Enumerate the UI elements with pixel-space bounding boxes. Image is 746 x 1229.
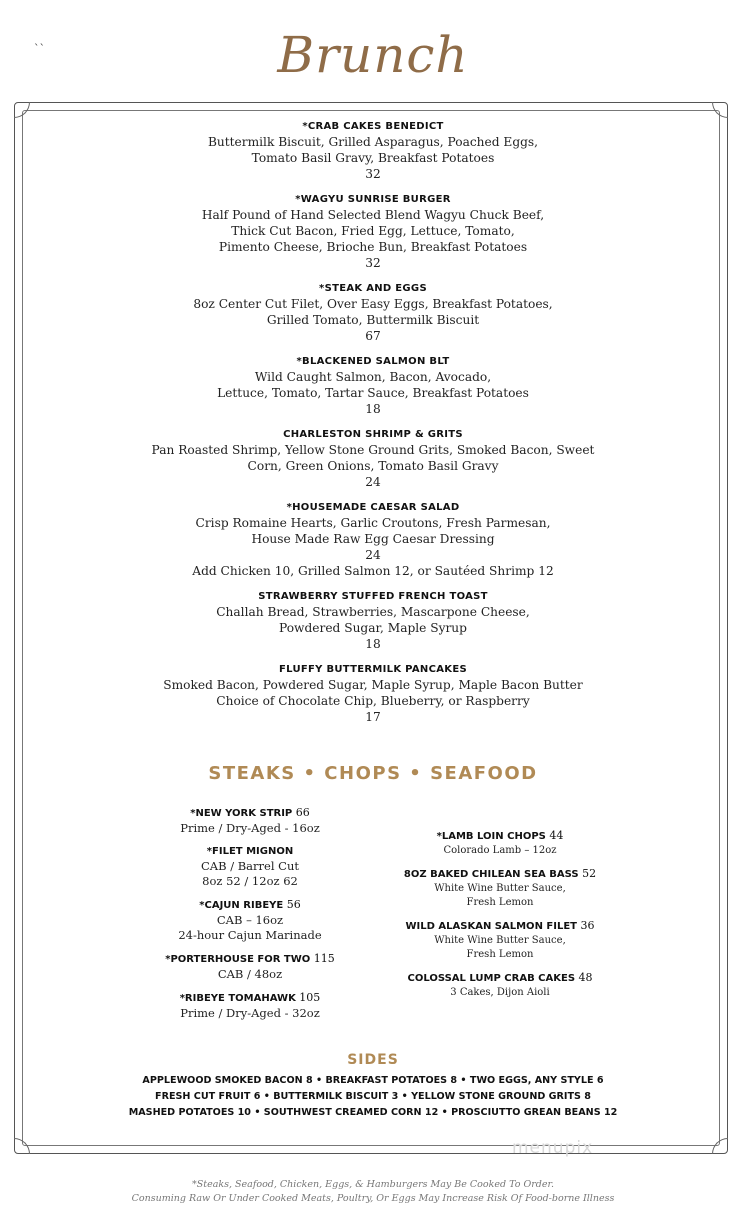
steak-description: 24-hour Cajun Marinade <box>178 928 322 942</box>
item-name: CHARLESTON SHRIMP & GRITS <box>283 429 463 440</box>
menu-item-housemade-caesar-salad <box>30 501 716 579</box>
item-name: *LAMB LOIN CHOPS <box>436 831 546 842</box>
steak-description: CAB / 48oz <box>217 967 283 981</box>
steak-name: *PORTERHOUSE FOR TWO <box>165 954 311 965</box>
steak-item-cajun-ribeye <box>140 897 360 943</box>
disclaimer-line: Consuming Raw Or Under Cooked Meats, Poultry, Or Eggs May Increase Risk Of Food-borne Illness <box>131 1193 615 1204</box>
item-price: 52 <box>582 867 597 880</box>
seafood-item-chilean-sea-bass <box>385 866 615 910</box>
steak-name: *NEW YORK STRIP <box>190 808 293 819</box>
steak-price: 105 <box>299 991 321 1004</box>
item-description: Colorado Lamb – 12oz <box>443 845 557 856</box>
item-description: Crisp Romaine Hearts, Garlic Croutons, Fresh Parmesan, <box>195 516 551 530</box>
steak-item-ribeye-tomahawk <box>140 990 360 1021</box>
menu-item-steak-and-eggs <box>30 282 716 344</box>
item-price: 32 <box>365 256 381 270</box>
menu-item-strawberry-french-toast <box>30 590 716 652</box>
steak-name: *CAJUN RIBEYE <box>199 900 284 911</box>
menu-item-charleston-shrimp-grits <box>30 428 716 490</box>
item-price: 24 <box>365 475 381 489</box>
item-name: 8OZ BAKED CHILEAN SEA BASS <box>403 869 579 880</box>
item-name: *WAGYU SUNRISE BURGER <box>295 194 451 205</box>
seafood-item-alaskan-salmon-filet <box>385 918 615 962</box>
item-description: 3 Cakes, Dijon Aioli <box>450 987 550 998</box>
steak-description: CAB / Barrel Cut <box>200 859 299 873</box>
steak-description: Prime / Dry-Aged - 32oz <box>180 1006 320 1020</box>
item-description: Choice of Chocolate Chip, Blueberry, or Raspberry <box>216 694 530 708</box>
item-name: WILD ALASKAN SALMON FILET <box>405 921 577 932</box>
item-name: *BLACKENED SALMON BLT <box>296 356 450 367</box>
corner-mark: `` <box>34 42 45 55</box>
item-price: 17 <box>365 710 381 724</box>
steaks-left-column <box>140 805 360 1029</box>
steaks-right-column <box>385 828 615 1008</box>
item-name: *HOUSEMADE CAESAR SALAD <box>286 502 460 513</box>
steak-name: *RIBEYE TOMAHAWK <box>179 993 296 1004</box>
steak-description: CAB – 16oz <box>216 913 284 927</box>
item-description: Grilled Tomato, Buttermilk Biscuit <box>266 313 480 327</box>
steak-price: 66 <box>295 806 310 819</box>
item-price: 67 <box>365 329 381 343</box>
steak-description: 8oz 52 / 12oz 62 <box>202 874 298 888</box>
menu-item-fluffy-buttermilk-pancakes <box>30 663 716 725</box>
disclaimer <box>0 1178 746 1206</box>
item-description: Powdered Sugar, Maple Syrup <box>279 621 467 635</box>
steak-price: 115 <box>313 952 335 965</box>
item-description: Corn, Green Onions, Tomato Basil Gravy <box>247 459 499 473</box>
item-price: 18 <box>365 402 381 416</box>
item-name: COLOSSAL LUMP CRAB CAKES <box>407 973 576 984</box>
item-name: *CRAB CAKES BENEDICT <box>302 121 444 132</box>
item-description: White Wine Butter Sauce, <box>434 883 566 894</box>
item-price: 32 <box>365 167 381 181</box>
sides-title: SIDES <box>347 1052 399 1068</box>
item-add-on: Add Chicken 10, Grilled Salmon 12, or Sautéed Shrimp 12 <box>192 564 554 578</box>
item-description: Challah Bread, Strawberries, Mascarpone Cheese, <box>216 605 530 619</box>
item-description: Fresh Lemon <box>466 949 534 960</box>
seafood-item-colossal-crab-cakes <box>385 970 615 1000</box>
item-price: 44 <box>549 829 564 842</box>
steak-description: Prime / Dry-Aged - 16oz <box>180 821 320 835</box>
sides-line: FRESH CUT FRUIT 6 • BUTTERMILK BISCUIT 3 • YELLOW STONE GROUND GRITS 8 <box>155 1091 591 1102</box>
item-description: Wild Caught Salmon, Bacon, Avocado, <box>254 370 492 384</box>
steak-price: 56 <box>286 898 301 911</box>
watermark: menupix <box>512 1138 594 1158</box>
item-description: House Made Raw Egg Caesar Dressing <box>251 532 495 546</box>
item-description: 8oz Center Cut Filet, Over Easy Eggs, Breakfast Potatoes, <box>193 297 553 311</box>
item-price: 48 <box>578 971 593 984</box>
item-description: Pan Roasted Shrimp, Yellow Stone Ground Grits, Smoked Bacon, Sweet <box>151 443 595 457</box>
item-description: Buttermilk Biscuit, Grilled Asparagus, Poached Eggs, <box>207 135 539 149</box>
item-name: FLUFFY BUTTERMILK PANCAKES <box>279 664 467 675</box>
steak-item-new-york-strip <box>140 805 360 836</box>
sides-list <box>0 1073 746 1121</box>
item-price: 36 <box>580 919 595 932</box>
sides-line: APPLEWOOD SMOKED BACON 8 • BREAKFAST POTATOES 8 • TWO EGGS, ANY STYLE 6 <box>142 1075 604 1086</box>
item-description: Smoked Bacon, Powdered Sugar, Maple Syrup, Maple Bacon Butter <box>163 678 583 692</box>
item-description: Tomato Basil Gravy, Breakfast Potatoes <box>251 151 495 165</box>
item-name: *STEAK AND EGGS <box>319 283 427 294</box>
steak-name: *FILET MIGNON <box>206 846 294 857</box>
item-price: 18 <box>365 637 381 651</box>
menu-item-wagyu-sunrise-burger <box>30 193 716 271</box>
seafood-item-lamb-loin-chops <box>385 828 615 858</box>
menu-item-crab-cakes-benedict <box>30 120 716 182</box>
steak-item-filet-mignon <box>140 844 360 889</box>
item-description: Half Pound of Hand Selected Blend Wagyu Chuck Beef, <box>201 208 545 222</box>
item-description: Fresh Lemon <box>466 897 534 908</box>
page-title: Brunch <box>277 26 469 84</box>
section-title-steaks: STEAKS • CHOPS • SEAFOOD <box>208 763 538 784</box>
sides-line: MASHED POTATOES 10 • SOUTHWEST CREAMED CORN 12 • PROSCIUTTO GREAN BEANS 12 <box>128 1107 618 1118</box>
brunch-menu-list <box>30 120 716 736</box>
item-description: White Wine Butter Sauce, <box>434 935 566 946</box>
item-name: STRAWBERRY STUFFED FRENCH TOAST <box>258 591 488 602</box>
item-description: Pimento Cheese, Brioche Bun, Breakfast Potatoes <box>218 240 528 254</box>
item-description: Lettuce, Tomato, Tartar Sauce, Breakfast Potatoes <box>217 386 529 400</box>
item-price: 24 <box>365 548 381 562</box>
disclaimer-line: *Steaks, Seafood, Chicken, Eggs, & Hamburgers May Be Cooked To Order. <box>192 1179 554 1190</box>
item-description: Thick Cut Bacon, Fried Egg, Lettuce, Tomato, <box>231 224 515 238</box>
steak-item-porterhouse-for-two <box>140 951 360 982</box>
menu-item-blackened-salmon-blt <box>30 355 716 417</box>
